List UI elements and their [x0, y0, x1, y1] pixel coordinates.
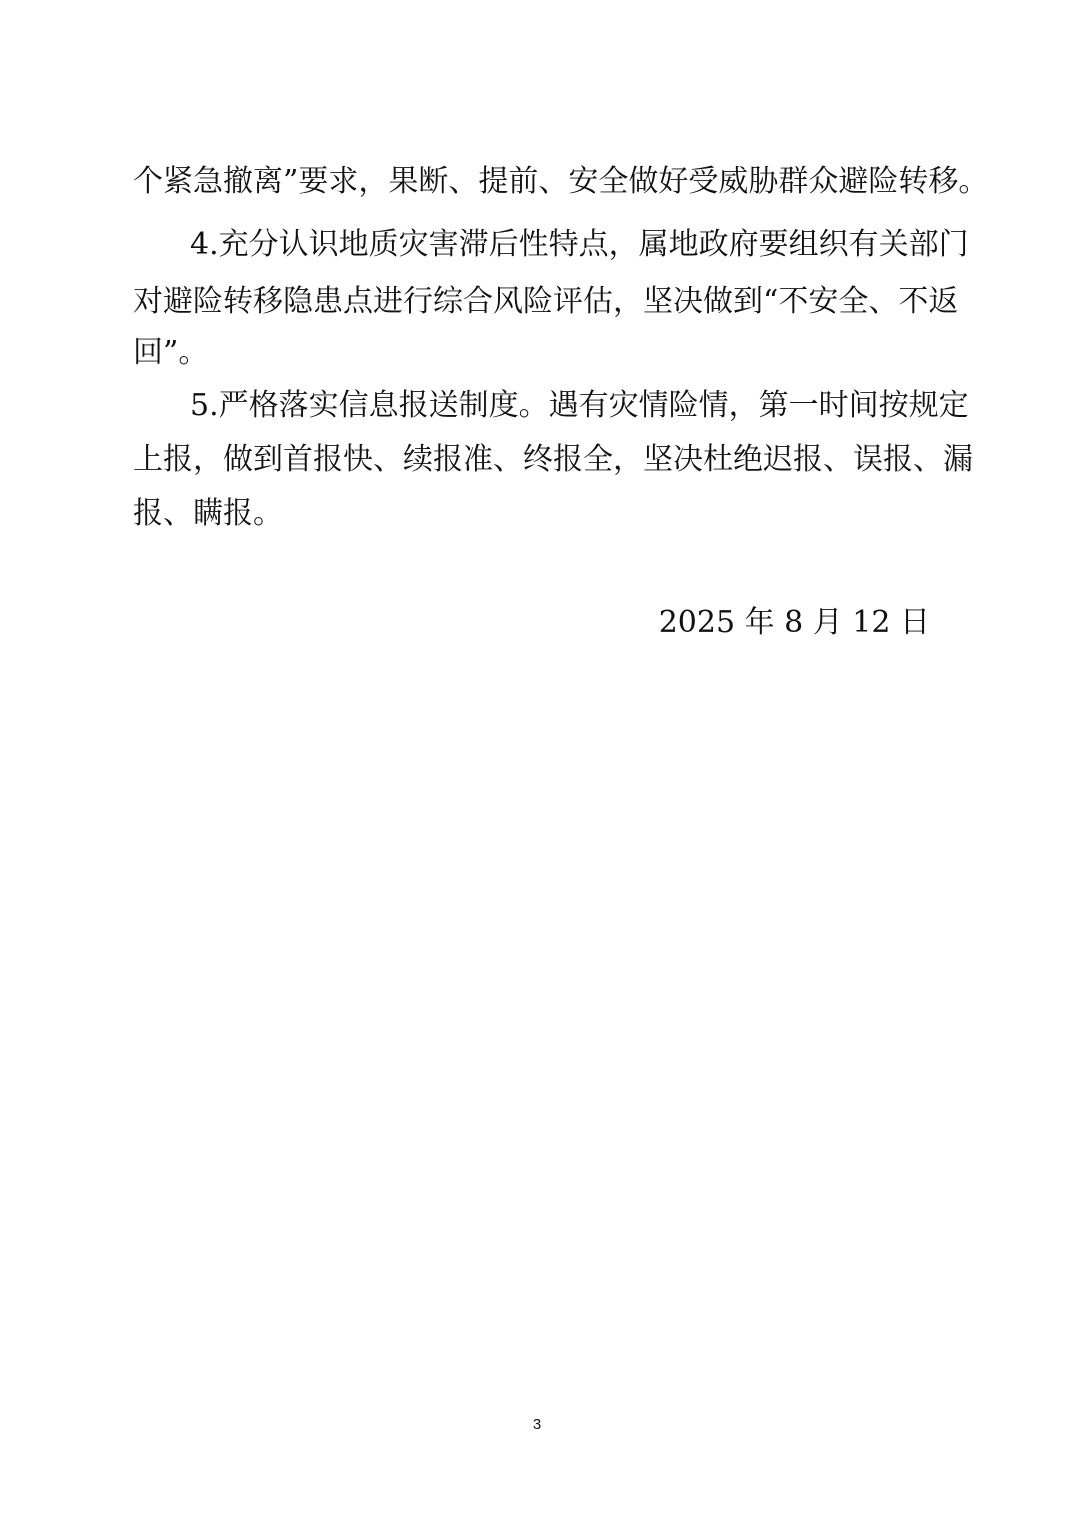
- paragraph-line: 4.充分认识地质灾害滞后性特点，属地政府要组织有关部门: [190, 227, 969, 262]
- page-number: 3: [532, 1416, 542, 1433]
- paragraph-line: 5.严格落实信息报送制度。遇有灾情险情，第一时间按规定: [190, 388, 969, 423]
- paragraph-line: 个紧急撤离”要求，果断、提前、安全做好受威胁群众避险转移。: [133, 164, 989, 199]
- paragraph-line: 报、瞒报。: [133, 496, 283, 531]
- paragraph-line: 上报，做到首报快、续报准、终报全，坚决杜绝迟报、误报、漏: [133, 442, 973, 477]
- paragraph-line: 回”。: [133, 335, 209, 370]
- document-date: 2025 年 8 月 12 日: [658, 605, 930, 640]
- paragraph-line: 对避险转移隐患点进行综合风险评估，坚决做到“不安全、不返: [133, 284, 959, 319]
